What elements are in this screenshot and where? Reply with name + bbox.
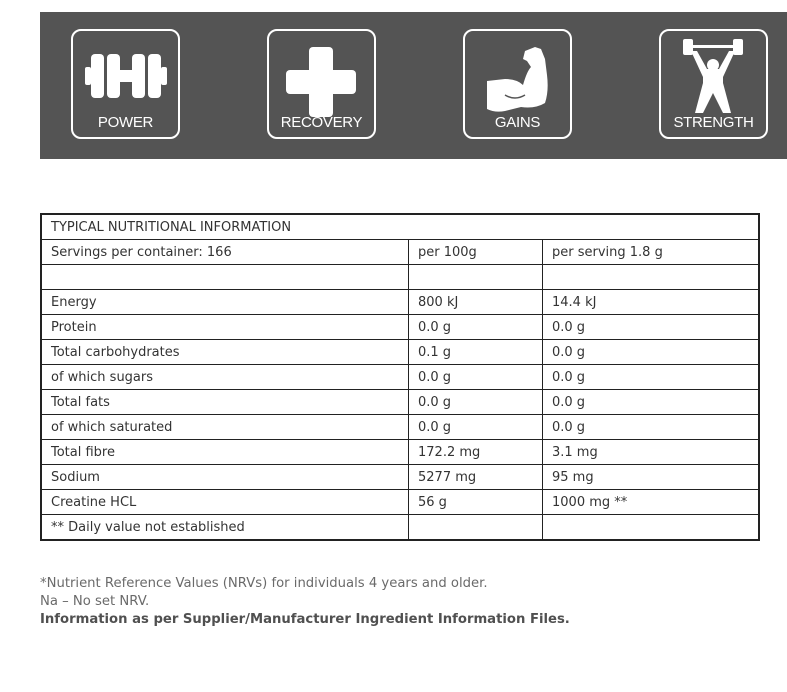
plus-cross-icon: [269, 37, 373, 117]
nutrition-table: [40, 213, 760, 541]
table-row: [41, 390, 759, 415]
weightlifter-icon: [661, 37, 765, 117]
value-per-100g: 0.0 g: [409, 315, 543, 340]
value-per-100g: 5277 mg: [409, 465, 543, 490]
empty-cell: [41, 265, 409, 290]
badge-label: RECOVERY: [280, 114, 363, 131]
value-per-100g: 0.0 g: [409, 365, 543, 390]
nutrient-name: Protein: [41, 315, 409, 340]
badge-label: POWER: [97, 114, 154, 131]
value-per-serving: 3.1 mg: [543, 440, 760, 465]
value-per-100g: 0.0 g: [409, 390, 543, 415]
nutrient-name: Creatine HCL: [41, 490, 409, 515]
value-per-serving: 0.0 g: [543, 340, 760, 365]
value-per-100g: 172.2 mg: [409, 440, 543, 465]
value-per-serving: 0.0 g: [543, 415, 760, 440]
footnotes: [40, 575, 570, 629]
value-per-100g: 0.1 g: [409, 340, 543, 365]
table-title-row: [41, 214, 759, 240]
table-row: [41, 490, 759, 515]
nutrient-name: Sodium: [41, 465, 409, 490]
empty-cell: [543, 515, 760, 541]
nrv-note: *Nutrient Reference Values (NRVs) for individuals 4 years and older.: [40, 576, 488, 591]
value-per-serving: 95 mg: [543, 465, 760, 490]
value-per-100g: 0.0 g: [409, 415, 543, 440]
badge-recovery: [267, 29, 376, 139]
source-note: Information as per Supplier/Manufacturer Ingredient Information Files.: [40, 612, 570, 627]
servings-per-container: Servings per container: 166: [41, 240, 409, 265]
table-row: [41, 290, 759, 315]
badge-strength: [659, 29, 768, 139]
value-per-100g: 800 kJ: [409, 290, 543, 315]
nutrient-name: of which saturated: [41, 415, 409, 440]
nutrient-name: Total fibre: [41, 440, 409, 465]
table-row: [41, 415, 759, 440]
daily-value-footnote: ** Daily value not established: [41, 515, 409, 541]
value-per-serving: 0.0 g: [543, 365, 760, 390]
nutrient-name: Total fats: [41, 390, 409, 415]
table-row: [41, 340, 759, 365]
column-header-per-100g: per 100g: [409, 240, 543, 265]
benefits-banner: [40, 12, 787, 159]
na-note: Na – No set NRV.: [40, 594, 150, 609]
badge-power: [71, 29, 180, 139]
value-per-100g: 56 g: [409, 490, 543, 515]
table-row: [41, 465, 759, 490]
value-per-serving: 14.4 kJ: [543, 290, 760, 315]
table-row: [41, 365, 759, 390]
table-row: [41, 440, 759, 465]
badge-gains: [463, 29, 572, 139]
column-header-per-serving: per serving 1.8 g: [543, 240, 760, 265]
badge-label: STRENGTH: [673, 114, 754, 131]
empty-row: [41, 265, 759, 290]
nutrient-name: Total carbohydrates: [41, 340, 409, 365]
nutrient-name: of which sugars: [41, 365, 409, 390]
empty-cell: [409, 265, 543, 290]
value-per-serving: 1000 mg **: [543, 490, 760, 515]
nutrient-name: Energy: [41, 290, 409, 315]
table-footnote-row: [41, 515, 759, 541]
table-row: [41, 315, 759, 340]
value-per-serving: 0.0 g: [543, 315, 760, 340]
table-header-row: [41, 240, 759, 265]
value-per-serving: 0.0 g: [543, 390, 760, 415]
dumbbell-icon: [73, 37, 177, 117]
badge-label: GAINS: [494, 114, 541, 131]
empty-cell: [409, 515, 543, 541]
flexed-bicep-icon: [465, 37, 569, 117]
table-title: TYPICAL NUTRITIONAL INFORMATION: [41, 214, 759, 240]
empty-cell: [543, 265, 760, 290]
